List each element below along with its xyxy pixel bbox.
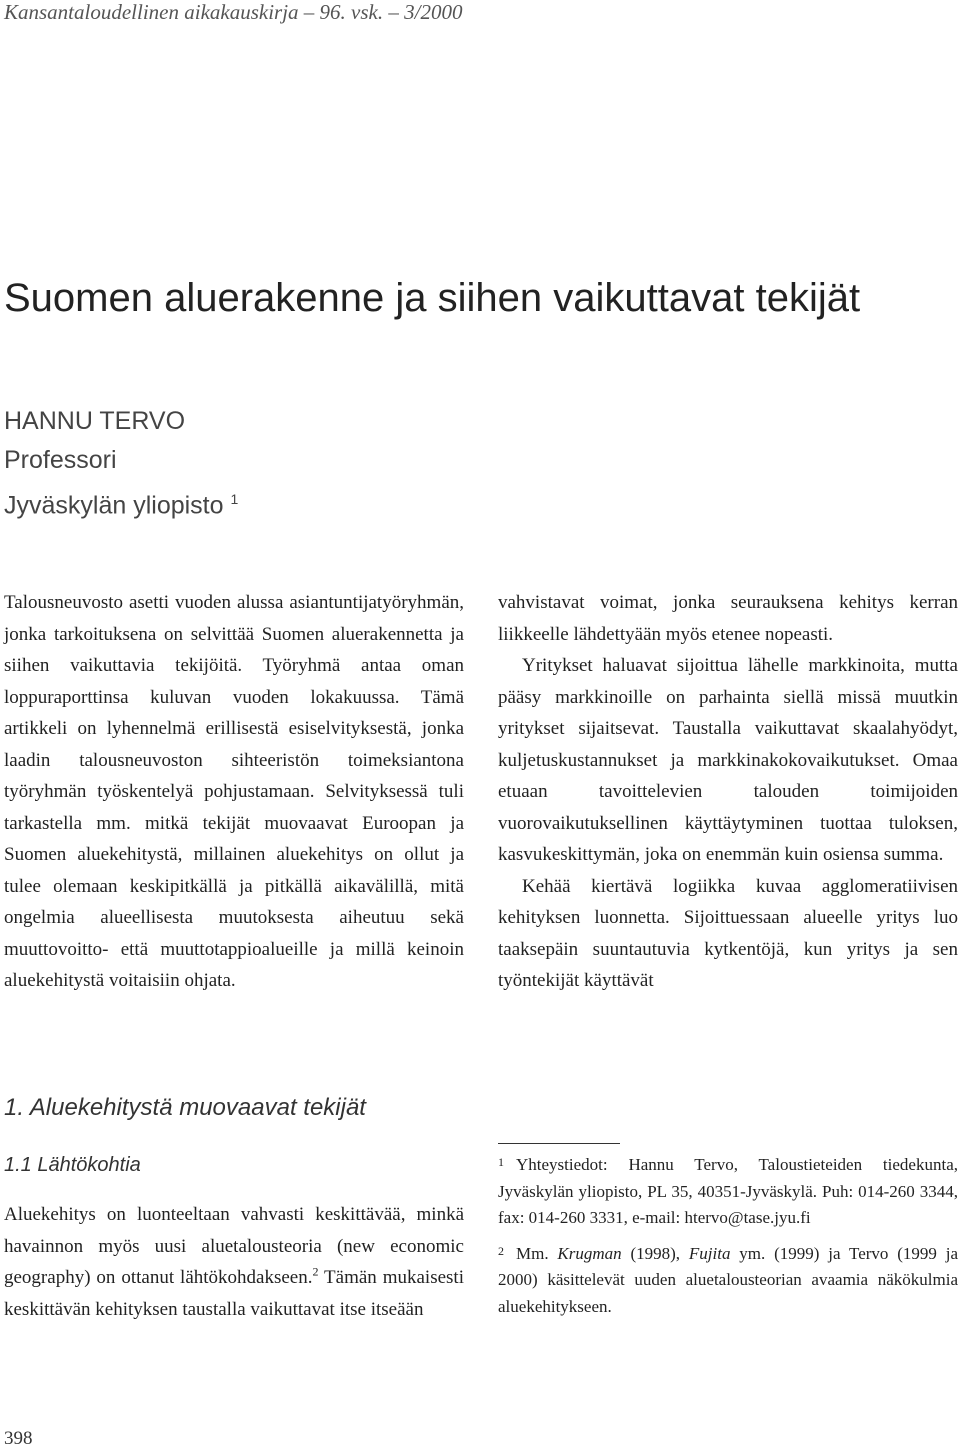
footnote-text: ym. (1999) ja Tervo (1999 ja 2000) käsittelevät uuden aluetalousteorian avaamia näkökulmia aluekehitykseen. <box>498 1243 959 1316</box>
page-number: 398 <box>4 1428 33 1449</box>
cited-author: Fujita <box>688 1243 731 1263</box>
footnote-number: 2 <box>498 1243 504 1258</box>
section-heading: 1. Aluekehitystä muovaavat tekijät <box>4 1094 366 1121</box>
paragraph-text: Tämän mukaisesti keskittävän kehityksen taustalla vaikuttavat itse itseään <box>4 1267 464 1320</box>
journal-header: Kansantaloudellinen aikakauskirja – 96. vsk. – 3/2000 <box>4 0 463 24</box>
subsection-heading: 1.1 Lähtökohtia <box>4 1154 141 1176</box>
footnote-1 <box>498 1152 958 1232</box>
body-paragraph: Yritykset haluavat sijoittua lähelle markkinoita, mutta pääsy markkinoille on parhainta siellä missä muutkin yritykset sijaitsevat. Taustalla vaikuttavat skaalahyödyt, kuljetuskustannukset ja markkinakokovaikutukset. Omaa etuaan tavoittelevien talouden toimijoiden vuorovaikutuksellinen käyttäytyminen tuottaa tuloksen, kasvukeskittymän, joka on enemmän kuin osiensa summa. <box>498 655 958 865</box>
author-position: Professori <box>4 446 117 474</box>
body-paragraph: Kehää kiertävä logiikka kuvaa agglomeratiivisen kehityksen luonnetta. Sijoittuessaan alueelle yritys luo taaksepäin suuntautuvia kytkentöjä, kun yritys ja sen työntekijät käyttävät <box>498 875 958 991</box>
right-column-body <box>498 587 958 997</box>
footnote-text: (1998), <box>621 1243 689 1263</box>
article-title: Suomen aluerakenne ja siihen vaikuttavat tekijät <box>4 276 861 320</box>
affiliation-text: Jyväskylän yliopisto <box>4 491 224 520</box>
author-name: HANNU TERVO <box>4 407 186 435</box>
body-paragraph: vahvistavat voimat, jonka seurauksena kehitys kerran liikkeelle lähdettyään myös etenee nopeasti. <box>498 592 958 645</box>
footnote-text: Yhteystiedot: Hannu Tervo, Taloustieteiden tiedekunta, Jyväskylän yliopisto, PL 35, 40351-Jyväskylä. Puh: 014-260 3344, fax: 014-260 3331, e-mail: htervo@tase.jyu.fi <box>498 1155 958 1227</box>
footnote-2 <box>498 1241 958 1321</box>
abstract-paragraph <box>4 587 464 997</box>
footnote-divider <box>498 1143 620 1144</box>
footnote-text: Mm. <box>516 1243 558 1263</box>
footnote-marker: 2 <box>312 1264 319 1279</box>
footnote-marker: 1 <box>230 491 239 507</box>
author-block <box>4 402 238 525</box>
paragraph-text: Aluekehitys on luonteeltaan vahvasti keskittävää, minkä havainnon myös uusi aluetalousteoria (new economic geography) on ottanut lähtökohdakseen. <box>4 1204 464 1288</box>
footnotes <box>498 1152 958 1320</box>
cited-author: Krugman <box>557 1243 622 1263</box>
abstract-text: Talousneuvosto asetti vuoden alussa asiantuntijatyöryhmän, jonka tarkoituksena on selvittää Suomen aluerakennetta ja siihen vaikuttavia tekijöitä. Työryhmä antaa oman loppuraporttinsa kuluvan vuoden lokakuussa. Tämä artikkeli on lyhennelmä erillisestä esiselvityksestä, jonka laadin talousneuvoston sihteeristön toimeksiantona työryhmän työskentelyä pohjustamaan. Selvityksessä tuli tarkastella mm. mitkä tekijät muovaavat Euroopan ja Suomen aluekehitystä, millainen aluekehitys on ollut ja tulee olemaan keskipitkällä ja pitkällä aikavälillä, mitä ongelmia alueellisesta muutoksesta aiheutuu sekä muuttovoitto- että muuttotappioalueille ja millä keinoin aluekehitystä voitaisiin ohjata. <box>4 592 464 991</box>
section-body <box>4 1199 464 1325</box>
author-affiliation <box>4 480 238 525</box>
body-paragraph <box>4 1199 464 1325</box>
footnote-number: 1 <box>498 1155 504 1169</box>
